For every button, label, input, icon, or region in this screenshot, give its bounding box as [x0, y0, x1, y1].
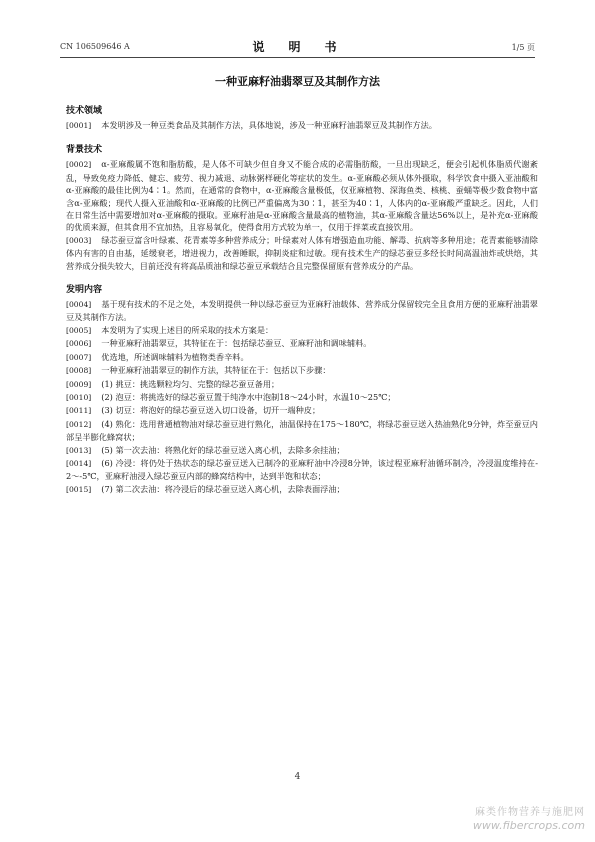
paragraph-text: (6) 冷浸：将仍处于热状态的绿芯蚕豆送入已制冷的亚麻籽油中冷浸8分钟，该过程亚麻籽油循环制冷，冷浸温度维持在-2～-5℃，亚麻籽油浸入绿芯蚕豆内部的蜂窝结构中，达到半饱和状态； — [66, 457, 538, 482]
watermark — [473, 806, 585, 832]
watermark-url: www.fibercrops.com — [472, 819, 585, 832]
paragraph-number: [0009] — [66, 379, 92, 389]
paragraph-number: [0006] — [66, 339, 92, 349]
section-heading: 背景技术 — [66, 145, 103, 156]
paragraph-text: (7) 第二次去油：将冷浸后的绿芯蚕豆送入离心机，去除表面浮油； — [101, 483, 345, 494]
paragraph — [66, 351, 538, 364]
paragraph — [66, 378, 538, 391]
paragraph-text: 基于现有技术的不足之处，本发明提供一种以绿芯蚕豆为亚麻籽油载体、营养成分保留较完全且食用方便的亚麻籽油翡翠豆及其制作方法。 — [66, 299, 538, 323]
paragraph-text: 绿芯蚕豆富含叶绿素、花青素等多种营养成分；叶绿素对人体有增强造血功能、解毒、抗病等多种用途；花青素能够清除体内有害的自由基，延缓衰老，增进视力，改善睡眠，抑制炎症和过敏。现有技术生产的绿芯蚕豆多经长时间高温油炸或烘焙，其营养成分损失较大，目前还没有将高品质油和绿芯蚕豆承载结合且完整保留原有营养成分的产品。 — [66, 234, 538, 271]
paragraph-number: [0007] — [66, 352, 92, 362]
paragraph-text: (5) 第一次去油：将熟化好的绿芯蚕豆送入离心机，去除多余挂油； — [101, 444, 345, 455]
watermark-site-name: 麻类作物营养与施肥网 — [475, 807, 585, 818]
paragraph-text: 一种亚麻籽油翡翠豆，其特征在于：包括绿芯蚕豆、亚麻籽油和调味辅料。 — [101, 338, 372, 349]
paragraph — [66, 391, 538, 404]
paragraph — [66, 234, 538, 272]
document-title: 一种亚麻籽油翡翠豆及其制作方法 — [215, 75, 380, 88]
paragraph — [66, 457, 538, 483]
paragraph — [66, 483, 538, 496]
paragraph — [66, 324, 538, 337]
section-heading: 发明内容 — [66, 285, 103, 296]
paragraph — [66, 444, 538, 457]
section-gap — [66, 132, 538, 144]
paragraph-number: [0003] — [66, 235, 92, 245]
document-type: 说 明 书 — [252, 40, 343, 54]
document-body — [66, 105, 538, 496]
paragraph-text: (2) 泡豆：将挑选好的绿芯蚕豆置于纯净水中泡制18～24小时，水温10～25℃； — [101, 391, 396, 402]
paragraph — [66, 298, 538, 324]
paragraph-text: α-亚麻酸属不饱和脂肪酸，是人体不可缺少但自身又不能合成的必需脂肪酸，一旦出现缺乏，便会引起机体脂质代谢紊乱，导致免疫力降低、健忘、疲劳、视力减退、动脉粥样硬化等症状的发生。α-亚麻酸必须从体外摄取，科学饮食中摄入亚油酸和α-亚麻酸的最佳比例为4∶1。然而，在通常的食物中，α-亚麻酸含量极低，仅亚麻植物、深海鱼类、核桃、蚕蛹等极少数食物中富含α-亚麻酸；现代人摄入亚油酸和α-亚麻酸的比例已严重偏离为30∶1，甚至为40∶1，人体内的α-亚麻酸严重缺乏。因此，人们在日常生活中需要增加对α-亚麻酸的摄取。亚麻籽油是α-亚麻酸含量最高的植物油，其α-亚麻酸含量达56%以上，是补充α-亚麻酸的优质来源，但其食用不宜加热，且容易氧化，使得食用方式较为单一，仅用于拌菜或直接饮用。 — [66, 159, 538, 233]
paragraph-text: 优选地，所述调味辅料为植物类香辛料。 — [101, 351, 249, 362]
section-gap — [66, 272, 538, 284]
page-number: 4 — [294, 772, 301, 782]
paragraph-text: 一种亚麻籽油翡翠豆的制作方法，其特征在于：包括以下步骤： — [101, 365, 331, 376]
patent-number: CN 106509646 A — [60, 42, 130, 51]
paragraph-number: [0008] — [66, 366, 92, 376]
paragraph — [66, 404, 538, 417]
paragraph-text: 本发明为了实现上述目的所采取的技术方案是： — [101, 324, 274, 335]
header-divider — [60, 57, 535, 58]
paragraph-text: (4) 熟化：选用普通植物油对绿芯蚕豆进行熟化，油温保持在175～180℃，将绿芯蚕豆送入热油熟化9分钟，炸至蚕豆内部呈半膨化蜂窝状； — [66, 418, 538, 443]
paragraph-number: [0005] — [66, 325, 92, 335]
paragraph — [66, 119, 538, 132]
paragraph-number: [0004] — [66, 300, 92, 310]
page-header — [60, 38, 535, 54]
paragraph-number: [0010] — [66, 392, 92, 402]
paragraph — [66, 337, 538, 350]
paragraph-number: [0013] — [66, 445, 92, 455]
paragraph-number: [0011] — [66, 406, 92, 416]
paragraph — [66, 364, 538, 377]
section-heading: 技术领域 — [66, 106, 103, 116]
paragraph-text: (1) 挑豆：挑选颗粒均匀、完整的绿芯蚕豆备用； — [101, 378, 280, 389]
paragraph-number: [0002] — [66, 160, 92, 170]
paragraph-number: [0015] — [66, 484, 92, 494]
paragraph-number: [0014] — [66, 458, 92, 468]
paragraph-text: (3) 切豆：将泡好的绿芯蚕豆送入切口设备，切开一端种皮； — [101, 405, 321, 416]
page-info: 1/5 页 — [511, 43, 535, 52]
paragraph — [66, 418, 538, 444]
paragraph-text: 本发明涉及一种豆类食品及其制作方法，具体地说，涉及一种亚麻籽油翡翠豆及其制作方法。 — [101, 120, 437, 130]
paragraph-number: [0001] — [66, 121, 92, 130]
paragraph-number: [0012] — [66, 419, 92, 429]
paragraph — [66, 158, 538, 233]
